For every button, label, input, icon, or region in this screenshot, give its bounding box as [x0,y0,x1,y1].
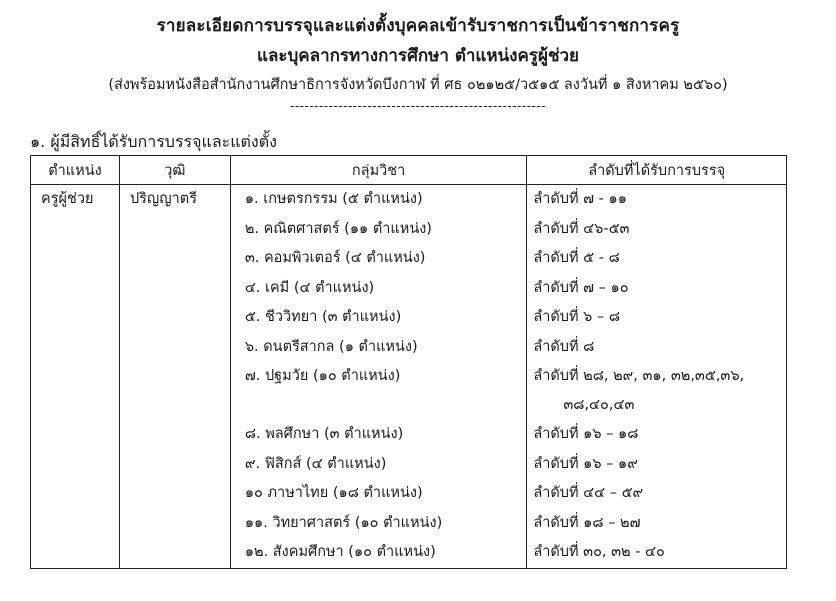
table-row [31,274,787,304]
position-cell: ครูผู้ช่วย [31,185,120,215]
dash-separator: ----------------------------------------------------- [290,99,546,113]
table-row [31,303,787,333]
subject-cell: ๙. ฟิสิกส์ (๔ ตำแหน่ง) [230,450,527,480]
subject-cell: ๑๒. สังคมศึกษา (๑๐ ตำแหน่ง) [230,538,527,568]
subject-cell: ๖. ดนตรีสากล (๑ ตำแหน่ง) [230,333,527,363]
document-subtitle: (ส่งพร้อมหนังสือสำนักงานศึกษาธิการจังหวัดบึงกาฬ ที่ ศธ ๐๒๑๒๕/ว๕๑๕ ลงวันที่ ๑ สิงหาคม ๒๕๖๐) [108,77,728,93]
subject-cell: ๕. ชีววิทยา (๓ ตำแหน่ง) [230,303,527,333]
document-title-line2: และบุคลากรทางการศึกษา ตำแหน่งครูผู้ช่วย [256,46,579,66]
table-row [31,509,787,539]
order-cell: ลำดับที่ ๑๖ – ๑๙ [527,450,787,480]
document-title-line1: รายละเอียดการบรรจุและแต่งตั้งบุคคลเข้ารับราชการเป็นข้าราชการครู [156,16,680,36]
order-cell: ลำดับที่ ๓๐, ๓๒ - ๔๐ [527,538,787,568]
header-position: ตำแหน่ง [31,156,120,185]
order-cell: ลำดับที่ ๗ - ๑๑ [527,185,787,215]
appointment-table [30,155,787,569]
subject-cell: ๘. พลศึกษา (๓ ตำแหน่ง) [230,420,527,450]
table-row [31,479,787,509]
table-row [31,244,787,274]
section-heading: ๑. ผู้มีสิทธิ์ได้รับการบรรจุและแต่งตั้ง [30,132,277,151]
subject-cell: ๑. เกษตรกรรม (๕ ตำแหน่ง) [230,185,527,215]
subject-cell: ๒. คณิตศาสตร์ (๑๑ ตำแหน่ง) [230,215,527,245]
subject-cell [230,362,527,420]
subject-cell: ๑๐ ภาษาไทย (๑๘ ตำแหน่ง) [230,479,527,509]
table-header-row [31,156,787,185]
table-row [31,333,787,363]
header-appointment-order: ลำดับที่ได้รับการบรรจุ [527,156,787,185]
order-line-2: ๓๘,๔๐,๔๓ [563,397,635,413]
order-cell: ลำดับที่ ๔๔ – ๕๙ [527,479,787,509]
order-cell: ลำดับที่ ๘ [527,333,787,363]
subject-cell: ๔. เคมี (๔ ตำแหน่ง) [230,274,527,304]
table-row [31,362,787,420]
order-cell: ลำดับที่ ๖ – ๘ [527,303,787,333]
table-row [31,450,787,480]
subject-cell: ๑๑. วิทยาศาสตร์ (๑๐ ตำแหน่ง) [230,509,527,539]
order-cell: ลำดับที่ ๕ - ๘ [527,244,787,274]
order-cell: ลำดับที่ ๑๖ – ๑๘ [527,420,787,450]
order-cell: ลำดับที่ ๑๘ – ๒๗ [527,509,787,539]
order-cell: ลำดับที่ ๔๖-๕๓ [527,215,787,245]
table-row [31,538,787,568]
order-line-1: ลำดับที่ ๒๘, ๒๙, ๓๑, ๓๒,๓๕,๓๖, [533,368,745,384]
header-subject-group: กลุ่มวิชา [230,156,527,185]
table-row [31,420,787,450]
header-degree: วุฒิ [119,156,230,185]
subject-cell: ๓. คอมพิวเตอร์ (๔ ตำแหน่ง) [230,244,527,274]
table-row [31,215,787,245]
order-cell [527,362,787,420]
degree-cell: ปริญญาตรี [119,185,230,215]
subject-text: ๗. ปฐมวัย (๑๐ ตำแหน่ง) [244,368,401,384]
table-row [31,185,787,215]
order-cell: ลำดับที่ ๗ – ๑๐ [527,274,787,304]
